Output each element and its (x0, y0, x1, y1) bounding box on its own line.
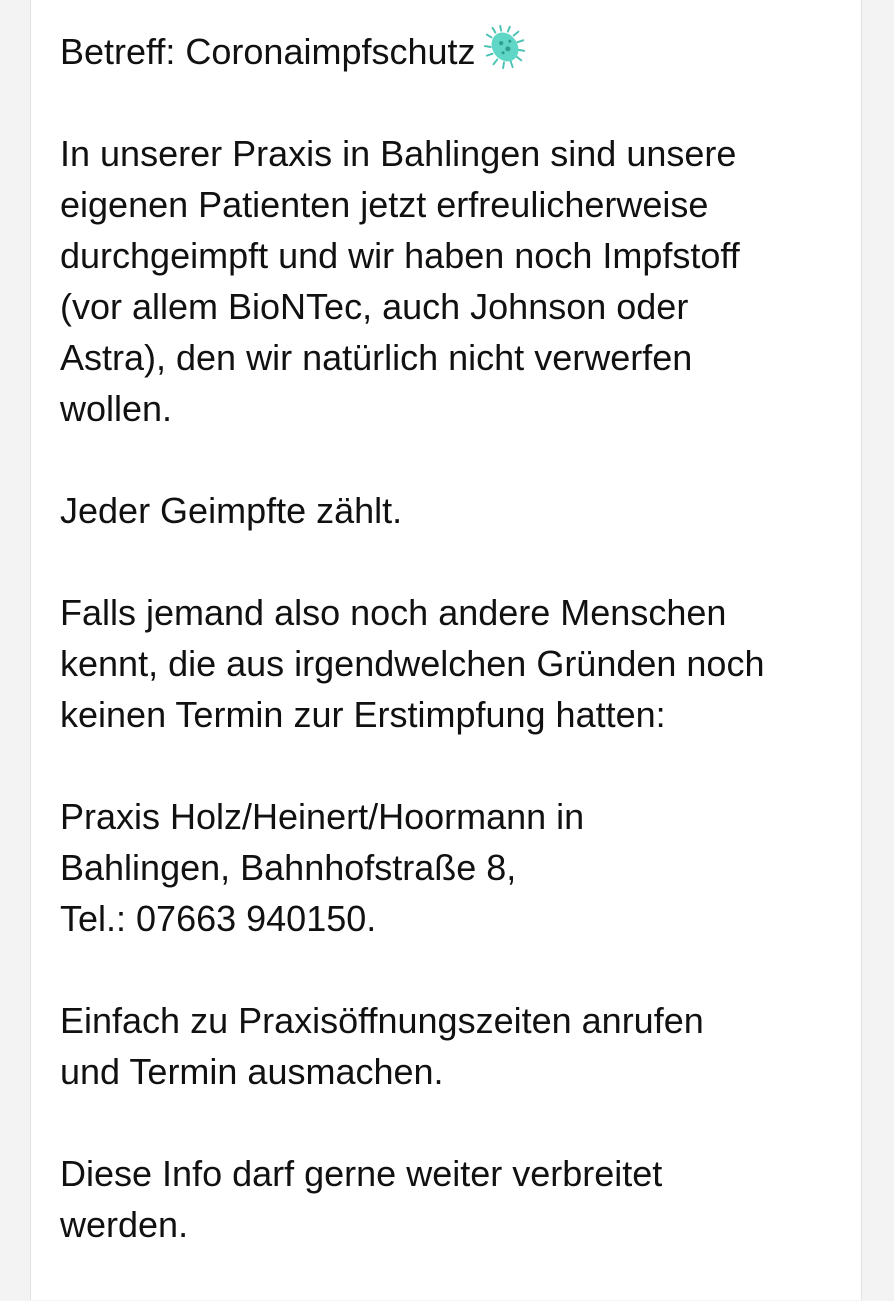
message-body (60, 24, 850, 1301)
microbe-icon (482, 24, 528, 70)
subject-text: Betreff: Coronaimpfschutz (60, 31, 476, 72)
paragraph-call-to-action: Falls jemand also noch andere Menschen kennt, die aus irgendwelchen Gründen noch keinen Termin zur Erstimpfung hatten: (60, 592, 765, 735)
paragraph-practice-contact: Praxis Holz/Heinert/Hoormann in Bahlingen, Bahnhofstraße 8, Tel.: 07663 940150. (60, 791, 850, 944)
paragraph-every-vaccinated-counts: Jeder Geimpfte zählt. (60, 490, 403, 531)
message-subject (60, 24, 850, 77)
paragraph-share-info: Diese Info darf gerne weiter verbreitet werden. (60, 1153, 663, 1245)
paragraph-call-instructions: Einfach zu Praxisöffnungszeiten anrufen und Termin ausmachen. (60, 1000, 704, 1092)
phone-number[interactable]: Tel.: 07663 940150. (60, 898, 377, 939)
paragraph-vaccine-availability: In unserer Praxis in Bahlingen sind unsere eigenen Patienten jetzt erfreulicherweise durchgeimpft und wir haben noch Impfstoff (vor allem BioNTec, auch Johnson oder Astra), den wir natürlich nicht verwerfen wollen. (60, 133, 740, 429)
